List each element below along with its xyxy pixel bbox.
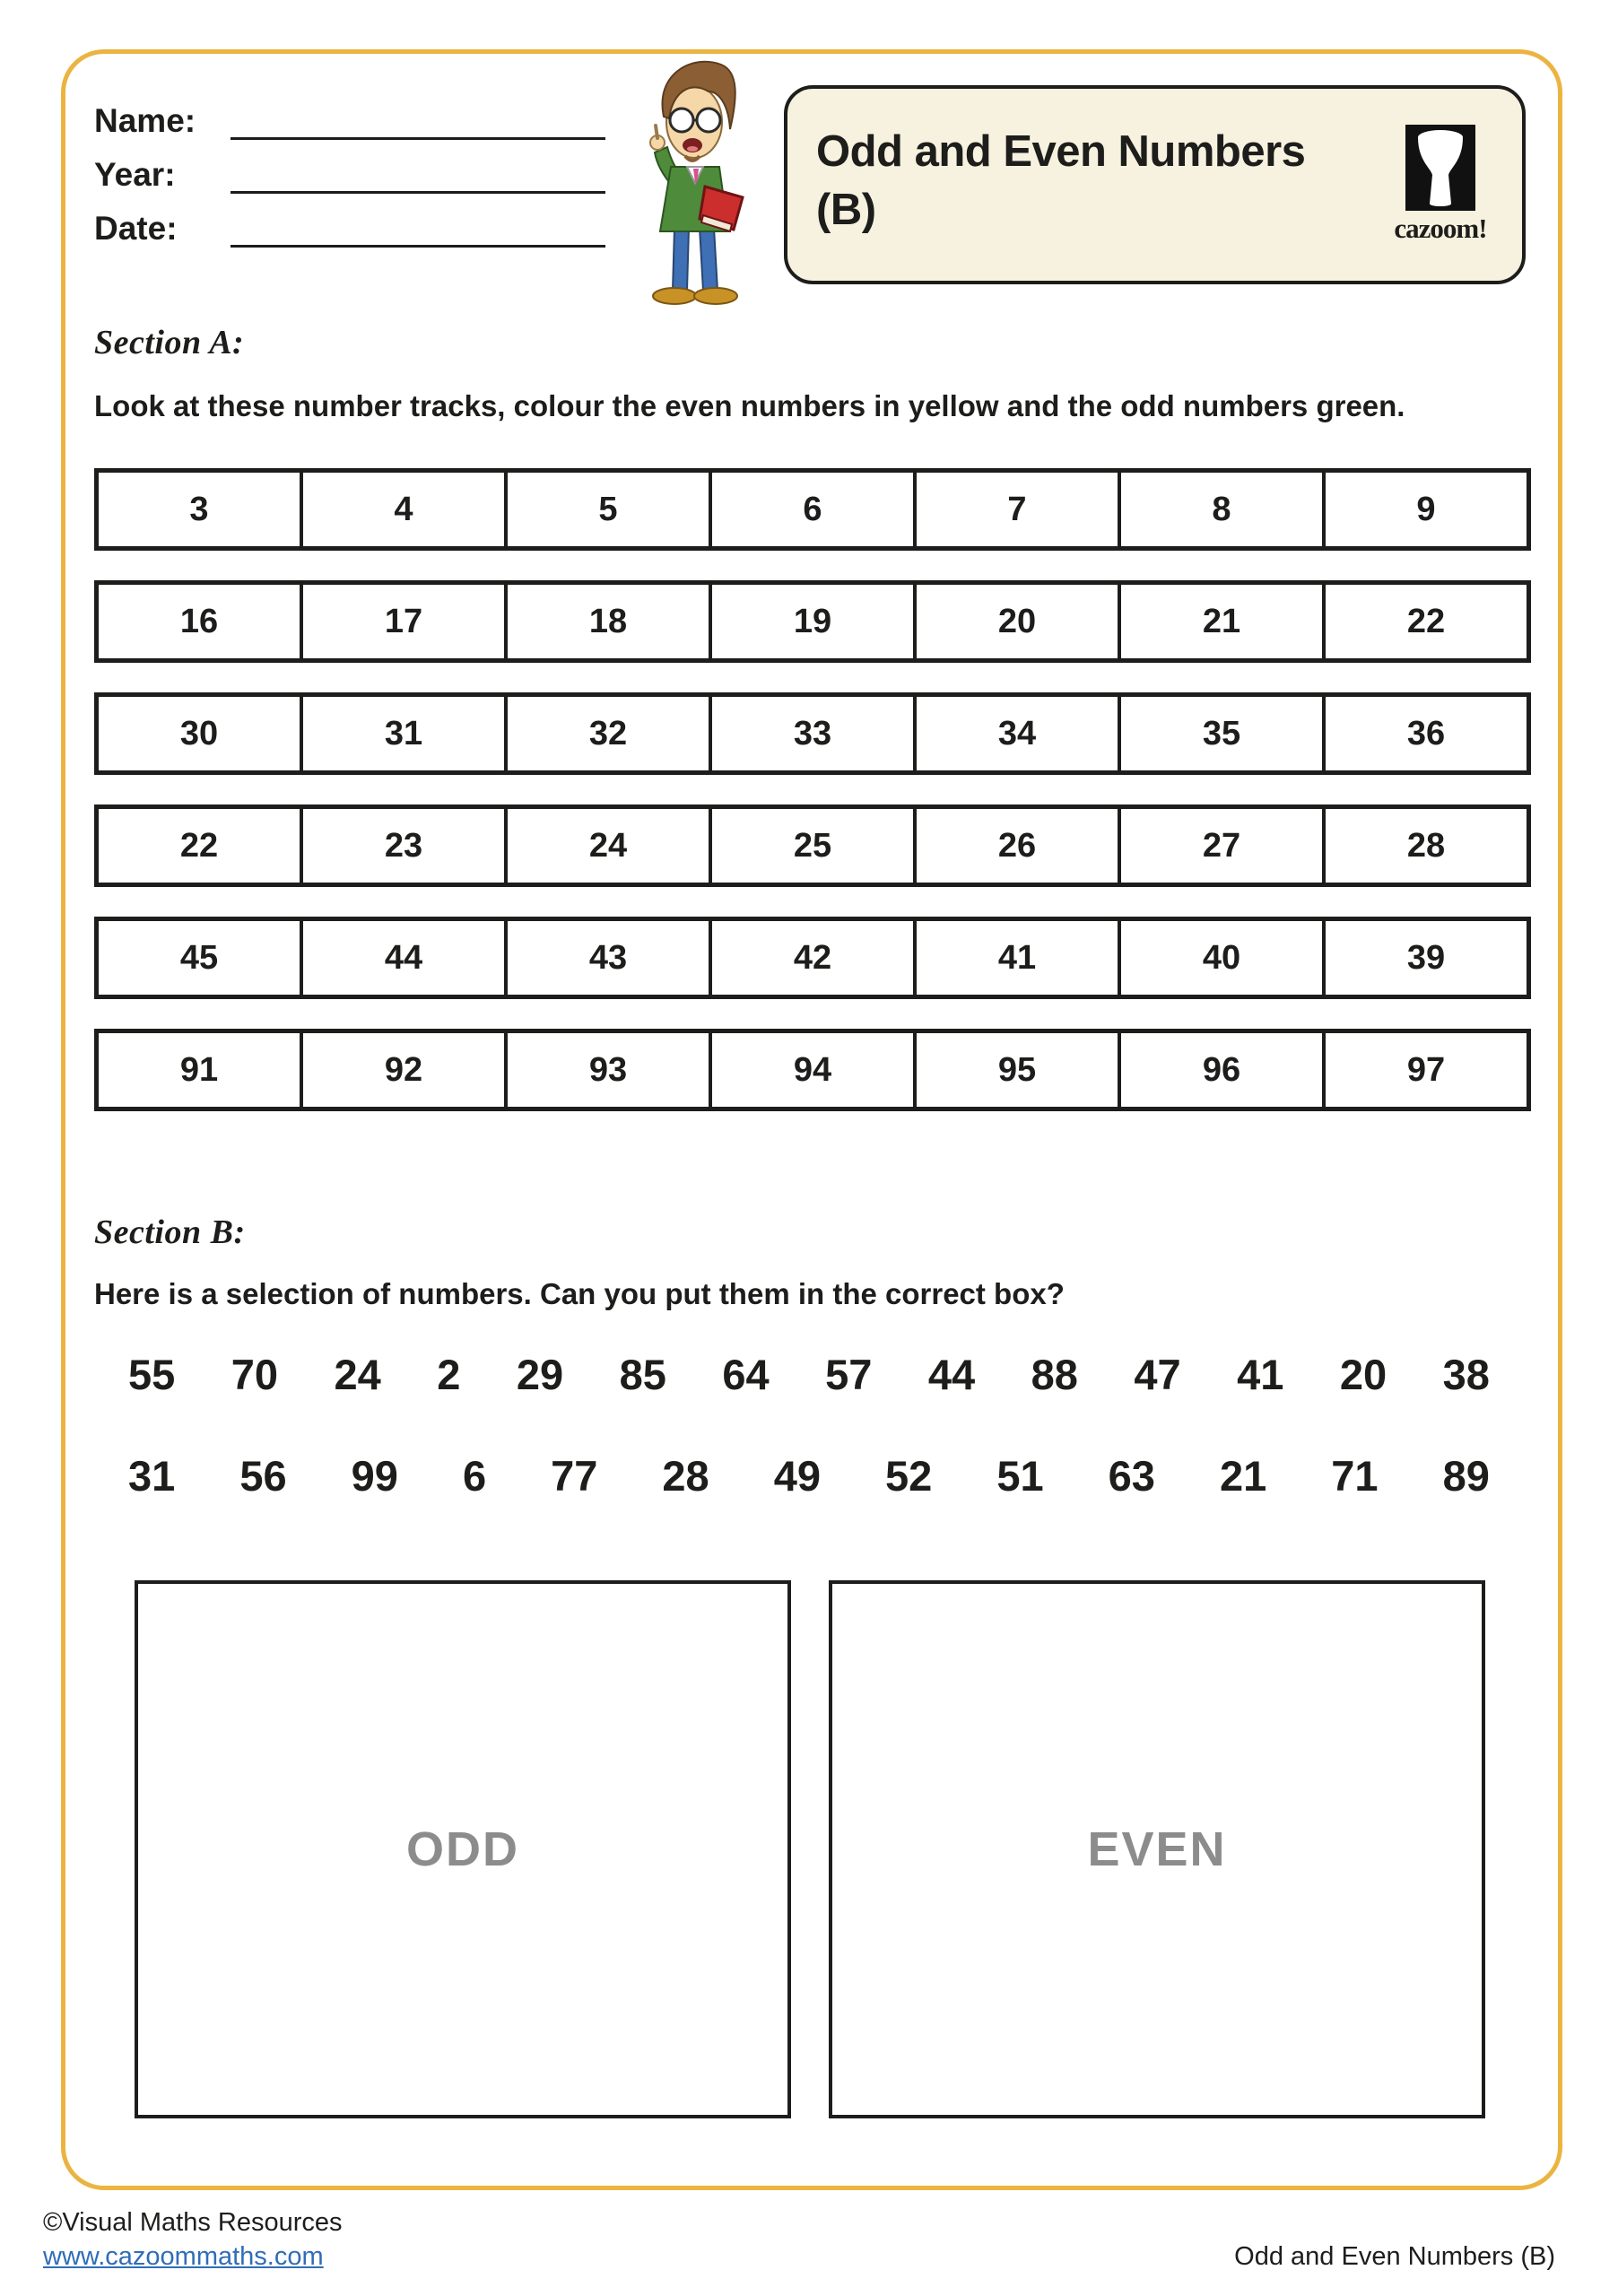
odd-box-label: ODD bbox=[406, 1822, 519, 1876]
track-cell[interactable]: 23 bbox=[300, 809, 504, 883]
track-cell[interactable]: 35 bbox=[1118, 697, 1322, 770]
selection-number: 63 bbox=[1108, 1452, 1155, 1500]
track-cell[interactable]: 95 bbox=[913, 1033, 1118, 1107]
track-cell[interactable]: 22 bbox=[179, 826, 219, 865]
even-sort-box[interactable] bbox=[829, 1580, 1485, 2118]
number-track-row-1 bbox=[94, 468, 1531, 551]
track-cell[interactable]: 44 bbox=[300, 921, 504, 995]
track-cell[interactable]: 16 bbox=[179, 602, 219, 640]
selection-numbers-row-1 bbox=[128, 1350, 1490, 1399]
cazoom-logo-text: cazoom! bbox=[1394, 213, 1487, 244]
section-b-heading: Section B: bbox=[94, 1213, 246, 1251]
selection-number: 31 bbox=[128, 1452, 176, 1500]
selection-number: 51 bbox=[996, 1452, 1044, 1500]
section-a-instruction: Look at these number tracks, colour the even numbers in yellow and the odd numbers green. bbox=[94, 389, 1405, 422]
track-cell[interactable]: 20 bbox=[913, 585, 1118, 658]
track-cell[interactable]: 28 bbox=[1322, 809, 1527, 883]
selection-number: 2 bbox=[437, 1351, 461, 1398]
selection-number: 57 bbox=[825, 1351, 873, 1398]
djembe-drum-icon bbox=[1405, 125, 1475, 211]
selection-number: 38 bbox=[1442, 1351, 1490, 1398]
track-cell[interactable]: 22 bbox=[1322, 585, 1527, 658]
track-cell[interactable]: 97 bbox=[1322, 1033, 1527, 1107]
track-cell[interactable]: 5 bbox=[504, 473, 709, 546]
track-cell[interactable]: 39 bbox=[1322, 921, 1527, 995]
date-field-row bbox=[94, 208, 605, 248]
number-track-row-5 bbox=[94, 917, 1531, 999]
name-input-line[interactable] bbox=[231, 103, 605, 140]
selection-number: 70 bbox=[231, 1351, 279, 1398]
selection-number: 52 bbox=[885, 1452, 933, 1500]
teacher-cartoon-icon bbox=[628, 52, 767, 310]
track-cell[interactable]: 25 bbox=[709, 809, 913, 883]
selection-number: 24 bbox=[334, 1351, 381, 1398]
footer-copyright: ©Visual Maths Resources bbox=[43, 2208, 343, 2237]
name-label: Name: bbox=[94, 102, 196, 139]
track-cell[interactable]: 42 bbox=[709, 921, 913, 995]
track-cell[interactable]: 8 bbox=[1118, 473, 1322, 546]
track-cell[interactable]: 93 bbox=[504, 1033, 709, 1107]
number-tracks bbox=[94, 468, 1531, 1141]
date-label: Date: bbox=[94, 210, 178, 247]
track-cell[interactable]: 3 bbox=[189, 490, 209, 528]
number-track-row-2 bbox=[94, 580, 1531, 663]
track-cell[interactable]: 43 bbox=[504, 921, 709, 995]
selection-numbers-row-2 bbox=[128, 1451, 1490, 1500]
selection-number: 21 bbox=[1219, 1452, 1267, 1500]
track-cell[interactable]: 18 bbox=[504, 585, 709, 658]
selection-number: 29 bbox=[516, 1351, 564, 1398]
track-cell[interactable]: 7 bbox=[913, 473, 1118, 546]
selection-number: 20 bbox=[1339, 1351, 1387, 1398]
selection-number: 49 bbox=[773, 1452, 822, 1500]
header-fields bbox=[94, 100, 605, 262]
year-field-row bbox=[94, 154, 605, 194]
selection-number: 88 bbox=[1031, 1351, 1078, 1398]
selection-number: 28 bbox=[662, 1452, 709, 1500]
track-cell[interactable]: 21 bbox=[1118, 585, 1322, 658]
selection-number: 77 bbox=[551, 1452, 598, 1500]
track-cell[interactable]: 31 bbox=[300, 697, 504, 770]
track-cell[interactable]: 41 bbox=[913, 921, 1118, 995]
track-cell[interactable]: 36 bbox=[1322, 697, 1527, 770]
selection-number: 99 bbox=[351, 1452, 398, 1500]
track-cell[interactable]: 32 bbox=[504, 697, 709, 770]
worksheet-title bbox=[816, 123, 1390, 239]
track-cell[interactable]: 34 bbox=[913, 697, 1118, 770]
title-line1: Odd and Even Numbers bbox=[816, 127, 1306, 176]
section-b-instruction: Here is a selection of numbers. Can you put them in the correct box? bbox=[94, 1277, 1065, 1310]
selection-number: 44 bbox=[927, 1351, 976, 1398]
track-cell[interactable]: 17 bbox=[300, 585, 504, 658]
number-track-row-4 bbox=[94, 804, 1531, 887]
selection-number: 47 bbox=[1134, 1351, 1181, 1398]
title-line2: (B) bbox=[816, 185, 876, 234]
track-cell[interactable]: 45 bbox=[179, 938, 219, 977]
track-cell[interactable]: 40 bbox=[1118, 921, 1322, 995]
selection-number: 6 bbox=[462, 1452, 487, 1500]
selection-number: 85 bbox=[619, 1351, 666, 1398]
track-cell[interactable]: 26 bbox=[913, 809, 1118, 883]
track-cell[interactable]: 33 bbox=[709, 697, 913, 770]
title-box bbox=[784, 85, 1526, 284]
track-cell[interactable]: 30 bbox=[179, 714, 219, 752]
section-a-heading: Section A: bbox=[94, 324, 245, 361]
even-box-label: EVEN bbox=[1087, 1822, 1227, 1876]
selection-number: 71 bbox=[1331, 1452, 1379, 1500]
date-input-line[interactable] bbox=[231, 211, 605, 248]
track-cell[interactable]: 91 bbox=[179, 1050, 219, 1089]
track-cell[interactable]: 9 bbox=[1322, 473, 1527, 546]
year-input-line[interactable] bbox=[231, 157, 605, 194]
selection-number: 89 bbox=[1442, 1452, 1490, 1500]
selection-number: 56 bbox=[239, 1452, 287, 1500]
number-track-row-6 bbox=[94, 1029, 1531, 1111]
selection-number: 41 bbox=[1237, 1351, 1284, 1398]
track-cell[interactable]: 94 bbox=[709, 1033, 913, 1107]
selection-number: 64 bbox=[722, 1351, 770, 1398]
track-cell[interactable]: 19 bbox=[709, 585, 913, 658]
selection-number: 55 bbox=[128, 1351, 176, 1398]
track-cell[interactable]: 4 bbox=[300, 473, 504, 546]
odd-sort-box[interactable] bbox=[135, 1580, 791, 2118]
year-label: Year: bbox=[94, 156, 176, 193]
number-track-row-3 bbox=[94, 692, 1531, 775]
cazoom-logo bbox=[1382, 125, 1499, 245]
track-cell[interactable]: 27 bbox=[1118, 809, 1322, 883]
track-cell[interactable]: 24 bbox=[504, 809, 709, 883]
track-cell[interactable]: 96 bbox=[1118, 1033, 1322, 1107]
footer-doc-title: Odd and Even Numbers (B) bbox=[1234, 2242, 1555, 2271]
track-cell[interactable]: 6 bbox=[709, 473, 913, 546]
name-field-row bbox=[94, 100, 605, 140]
footer-website-link[interactable]: www.cazoommaths.com bbox=[43, 2242, 324, 2271]
track-cell[interactable]: 92 bbox=[300, 1033, 504, 1107]
